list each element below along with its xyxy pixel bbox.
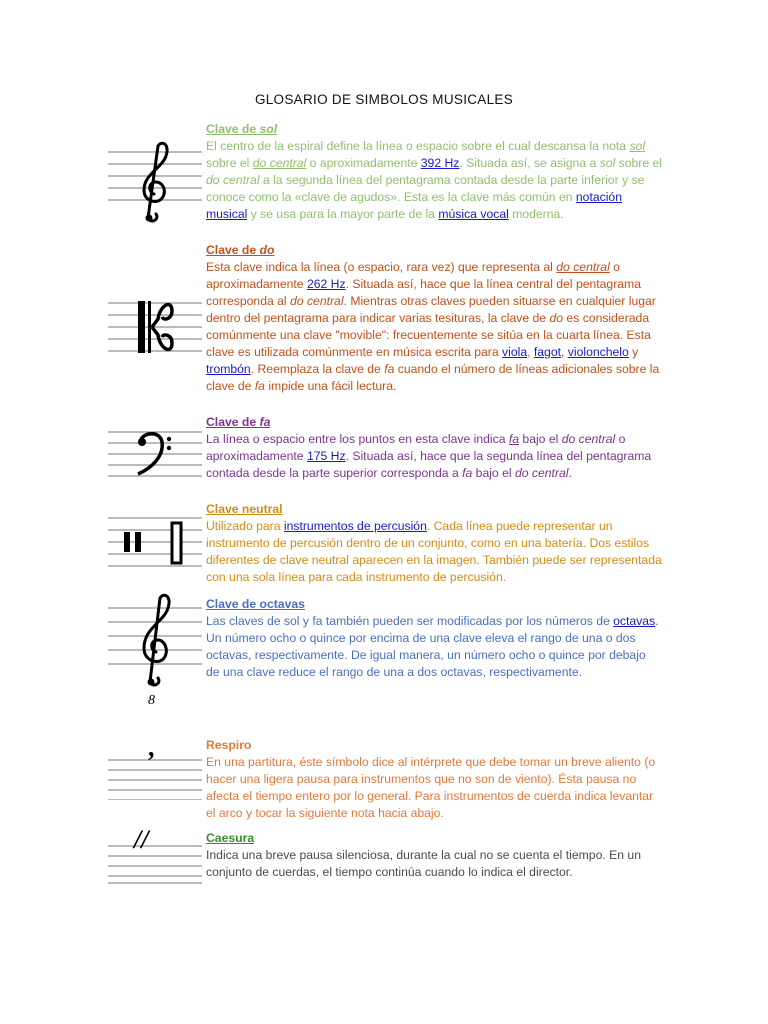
section-clave-octavas (206, 596, 662, 681)
body-text: El centro de la espiral define la línea o espacio sobre el cual descansa la nota (206, 139, 630, 153)
heading-italic: fa (259, 415, 271, 429)
body-text: a la segunda línea del pentagrama contada desde la parte inferior y se conoce como la «clave de agudos». Esta es la clave más común en (206, 173, 645, 204)
body-text: . Situada así, se asigna a (459, 156, 600, 170)
body-text: bajo el (519, 432, 562, 446)
link-instrumentos-percusion[interactable]: instrumentos de percusión (283, 519, 427, 533)
section-heading: Clave neutral (206, 502, 283, 516)
breath-mark-icon (108, 742, 202, 800)
section-body (206, 847, 662, 881)
section-heading (206, 121, 662, 138)
link-notacion-musical[interactable]: notación musical (206, 190, 622, 221)
treble-clef-icon (108, 138, 202, 226)
body-text: o aproximadamente (206, 432, 626, 463)
octave-clef-icon (108, 590, 202, 708)
heading-text: Clave de (206, 122, 260, 136)
body-text: . Situada así, hace que la línea central del pentagrama corresponda al (206, 277, 641, 308)
section-heading: Caesura (206, 831, 255, 845)
body-italic: do central (206, 173, 260, 187)
body-text: . (568, 466, 572, 480)
body-text: , (527, 345, 534, 359)
section-heading (206, 414, 662, 431)
bass-clef-icon (108, 428, 202, 484)
section-body (206, 613, 662, 681)
section-caesura (206, 830, 662, 881)
body-italic: fa (254, 379, 265, 393)
section-respiro (206, 737, 662, 822)
body-text: Esta clave indica la línea (o espacio, rara vez) que representa al (206, 260, 557, 274)
body-text: . Un número ocho o quince por encima de una clave eleva el rango de una o dos octavas, respectivamente. De igual manera, un número ocho o quince por debajo de una clave reduce el rango de una a dos octavas, respectivamente. (206, 614, 659, 679)
heading-italic: do (259, 243, 275, 257)
body-text: sobre el (206, 156, 253, 170)
section-body (206, 259, 662, 395)
link-do-central[interactable]: do central (556, 260, 610, 274)
body-italic: fa (384, 362, 395, 376)
body-text: . Situada así, hace que la segunda línea del pentagrama contada desde la parte superior corresponda a (206, 449, 652, 480)
breath-glyph: , (148, 742, 155, 762)
body-text: o aproximadamente (206, 260, 620, 291)
body-italic: do central (514, 466, 569, 480)
body-text: . Reemplaza la clave de (250, 362, 385, 376)
link-musica-vocal[interactable]: música vocal (438, 207, 509, 221)
body-text: , (561, 345, 568, 359)
body-italic: do central (290, 294, 344, 308)
body-text: sobre el (615, 156, 662, 170)
heading-italic: sol (259, 122, 278, 136)
alto-clef-icon (108, 297, 202, 357)
section-heading: Respiro (206, 738, 252, 752)
section-clave-do (206, 242, 662, 395)
octave-number: 8 (148, 693, 155, 708)
section-clave-fa (206, 414, 662, 482)
body-text: En una partitura, éste símbolo dice al intérprete que debe tomar un breve aliento (o hacer una ligera pausa para instrumentos que no son de viento). Ésta pausa no afecta el tiempo entero por lo general. Para instrumentos de cuerda indica levantar el arco y tocar la siguiente nota hacia abajo. (206, 755, 656, 820)
body-text: Utilizado para (206, 519, 284, 533)
link-octavas[interactable]: octavas (613, 614, 656, 628)
body-text: La línea o espacio entre los puntos en esta clave indica (206, 432, 509, 446)
body-text: . Cada línea puede representar un instrumento de percusión dentro de un conjunto, como en una batería. Dos estilos diferentes de clave neutral aparecen en la imagen. También puede ser representada con una sola línea para cada instrumento de percusión. (206, 519, 662, 584)
caesura-glyph: // (134, 826, 149, 854)
section-body (206, 518, 662, 586)
link-175hz[interactable]: 175 Hz (306, 449, 346, 463)
body-text: Indica una breve pausa silenciosa, durante la cual no se cuenta el tiempo. En un conjunto de cuerdas, el tiempo continúa cuando lo indica el director. (206, 848, 641, 879)
section-heading (206, 242, 662, 259)
body-text: moderna. (508, 207, 564, 221)
link-fa[interactable]: fa (508, 432, 520, 446)
section-clave-neutral (206, 501, 662, 586)
body-italic: do central (561, 432, 616, 446)
link-392hz[interactable]: 392 Hz (420, 156, 460, 170)
body-text: es considerada comúnmente una clave "movible": frecuentemente se sitúa en la cuarta línea. Esta clave es utilizada comúnmente en música escrita para (206, 311, 651, 359)
link-sol[interactable]: sol (629, 139, 646, 153)
caesura-icon (108, 826, 202, 886)
heading-text: Clave de (206, 243, 260, 257)
heading-text: Clave de (206, 415, 260, 429)
body-text: cuando el número de líneas adicionales sobre la clave de (206, 362, 660, 393)
link-trombon[interactable]: trombón (206, 362, 251, 376)
section-body (206, 754, 662, 822)
body-italic: fa (462, 466, 473, 480)
page-title: GLOSARIO DE SIMBOLOS MUSICALES (254, 92, 514, 107)
link-violonchelo[interactable]: violonchelo (567, 345, 629, 359)
body-text: Las claves de sol y fa también pueden ser modificadas por los números de (206, 614, 614, 628)
link-262hz[interactable]: 262 Hz (306, 277, 346, 291)
body-text: bajo el (472, 466, 515, 480)
body-text: . Mientras otras claves pueden situarse en cualquier lugar dentro del pentagrama para indicar varias tesituras, la clave de (206, 294, 656, 325)
body-italic: sol (599, 156, 616, 170)
link-viola[interactable]: viola (502, 345, 528, 359)
section-clave-sol (206, 121, 662, 223)
link-fagot[interactable]: fagot (533, 345, 561, 359)
section-body (206, 138, 662, 223)
body-text: y se usa para la mayor parte de la (247, 207, 439, 221)
body-text: o aproximadamente (306, 156, 421, 170)
section-body (206, 431, 662, 482)
neutral-clef-icon (108, 514, 202, 570)
body-text: impide una fácil lectura. (264, 379, 397, 393)
link-do-central[interactable]: do central (252, 156, 307, 170)
section-heading: Clave de octavas (206, 597, 305, 611)
body-italic: do (549, 311, 564, 325)
body-text: y (628, 345, 639, 359)
